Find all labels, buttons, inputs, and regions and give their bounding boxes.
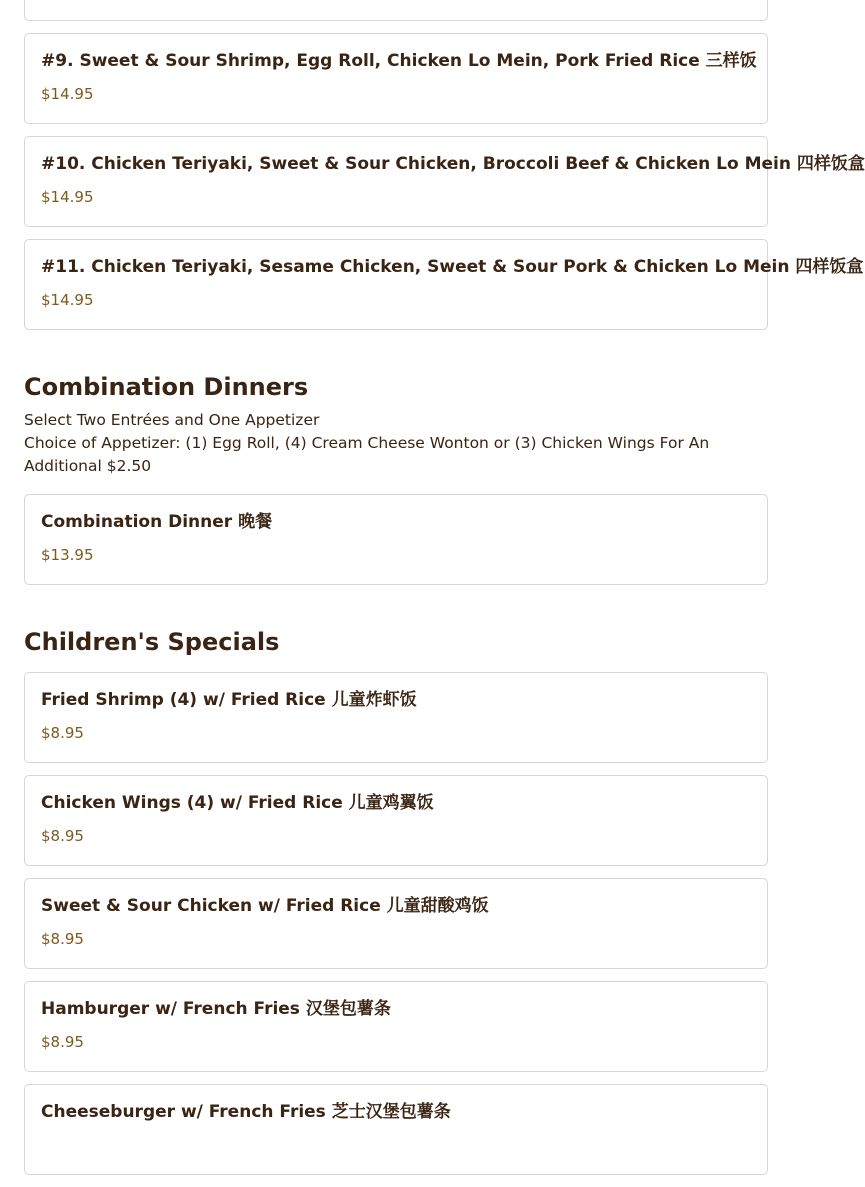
menu-item-price: $14.95 xyxy=(41,85,94,103)
menu-item-name: Cheeseburger w/ French Fries 芝士汉堡包薯条 xyxy=(41,1102,451,1122)
menu-section-combo-plates xyxy=(24,0,865,330)
menu-item-card[interactable] xyxy=(24,878,768,969)
menu-item-card[interactable] xyxy=(24,239,864,330)
menu-item-name: Combination Dinner 晚餐 xyxy=(41,512,273,532)
menu-item-card[interactable] xyxy=(24,1084,768,1175)
section-title: Children's Specials xyxy=(24,628,280,656)
menu-item-name: Fried Shrimp (4) w/ Fried Rice 儿童炸虾饭 xyxy=(41,690,417,710)
menu-item-price: $8.95 xyxy=(41,930,84,948)
menu-item-name: Sweet & Sour Chicken w/ Fried Rice 儿童甜酸鸡饭 xyxy=(41,896,489,916)
section-description-line: Choice of Appetizer: (1) Egg Roll, (4) Cream Cheese Wonton or (3) Chicken Wings For An Additional $2.50 xyxy=(24,434,710,475)
menu-item-card[interactable] xyxy=(24,33,768,124)
menu-item-name: #9. Sweet & Sour Shrimp, Egg Roll, Chicken Lo Mein, Pork Fried Rice 三样饭 xyxy=(41,51,757,71)
menu-item-name: #10. Chicken Teriyaki, Sweet & Sour Chicken, Broccoli Beef & Chicken Lo Mein 四样饭盒 xyxy=(41,154,865,174)
menu-content xyxy=(24,0,865,1187)
menu-item-price: $8.95 xyxy=(41,1033,84,1051)
menu-item-price: $8.95 xyxy=(41,724,84,742)
menu-item-price: $14.95 xyxy=(41,291,94,309)
section-description-line: Select Two Entrées and One Appetizer xyxy=(24,411,320,429)
menu-item-price: $14.95 xyxy=(41,188,94,206)
menu-item-card[interactable] xyxy=(24,672,768,763)
menu-item-name: Hamburger w/ French Fries 汉堡包薯条 xyxy=(41,999,391,1019)
menu-section-combination-dinners xyxy=(24,371,768,585)
menu-item-card[interactable] xyxy=(24,775,768,866)
menu-item-card[interactable] xyxy=(24,136,865,227)
section-description xyxy=(24,409,768,478)
menu-item-price: $8.95 xyxy=(41,827,84,845)
menu-item-card[interactable] xyxy=(24,981,768,1072)
menu-item-card[interactable] xyxy=(24,494,768,585)
menu-section-childrens-specials xyxy=(24,626,768,1175)
menu-item-name: #11. Chicken Teriyaki, Sesame Chicken, Sweet & Sour Pork & Chicken Lo Mein 四样饭盒 xyxy=(41,257,864,277)
menu-item-price: $13.95 xyxy=(41,546,94,564)
section-title: Combination Dinners xyxy=(24,373,309,401)
menu-item-card[interactable] xyxy=(24,0,768,21)
menu-item-name: Chicken Wings (4) w/ Fried Rice 儿童鸡翼饭 xyxy=(41,793,434,813)
